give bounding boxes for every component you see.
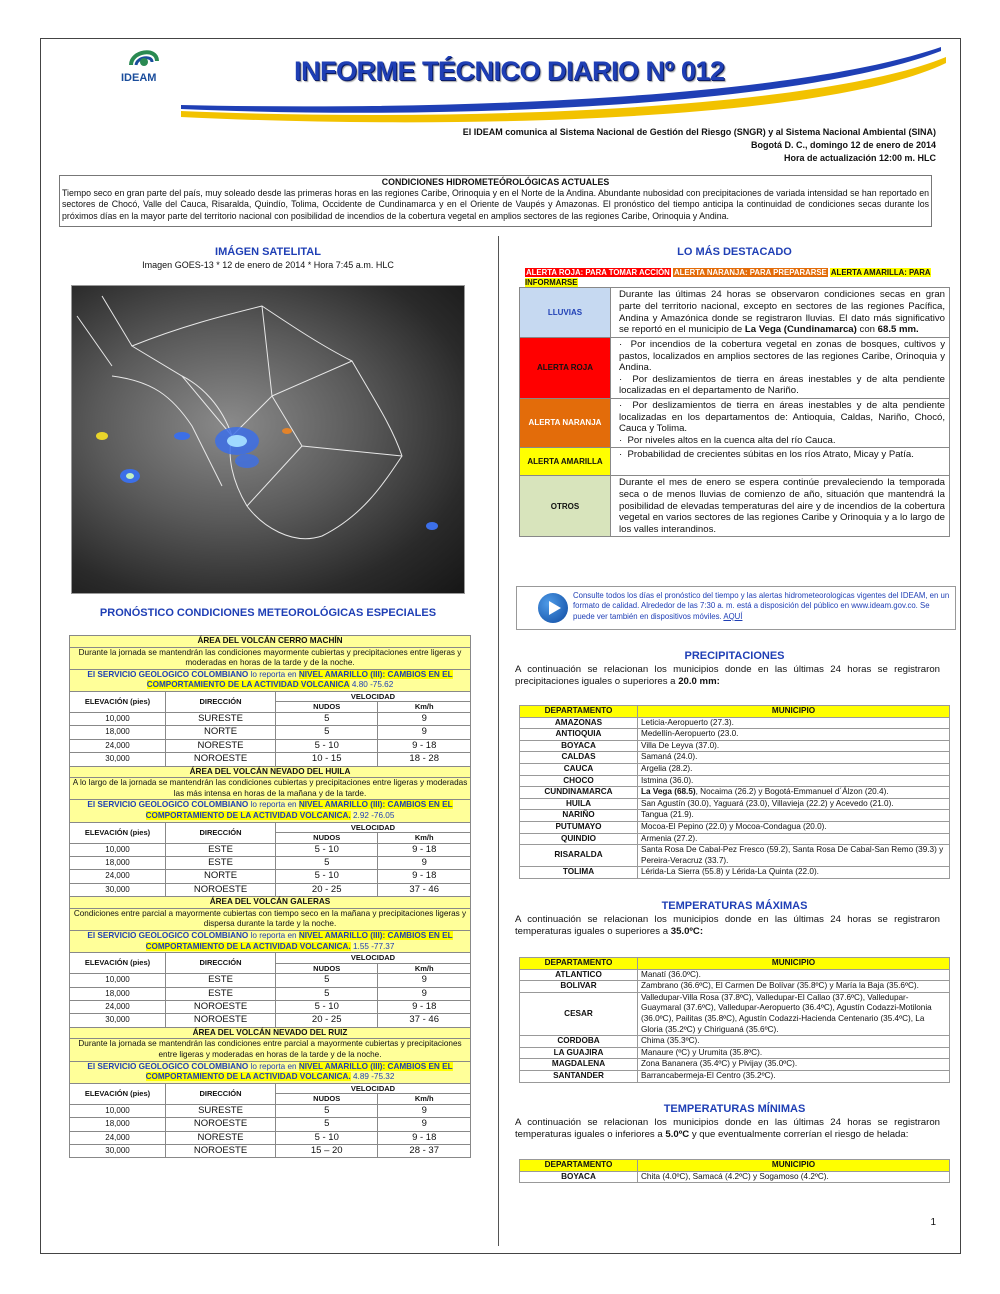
forecast-cell: NOROESTE — [166, 1014, 276, 1027]
forecast-cell: 9 — [378, 974, 471, 987]
volcano-forecast-table — [69, 635, 471, 1158]
forecast-cell: 5 — [276, 856, 378, 869]
volcano-desc: Condiciones entre parcial a mayormente cubiertas con tiempo seco en la mañana y precipitaciones ligeras y dispersa durante la tarde y la noche. — [70, 908, 471, 930]
col-velocity: VELOCIDAD — [276, 691, 471, 702]
volcano-desc-row — [70, 647, 471, 669]
municipality-text: Nocaima (26.2) y Bogotá-Emmanuel d´Álzon (20.4). — [700, 787, 889, 797]
alerta-amarilla-label: ALERTA AMARILLA — [520, 448, 611, 476]
forecast-cell: ESTE — [166, 843, 276, 856]
municipality-cell: San Agustín (30.0), Yaguará (23.0), Villavieja (22.2) y Acevedo (21.0). — [638, 798, 950, 810]
header-department: DEPARTAMENTO — [520, 706, 638, 718]
col-kmh: Km/h — [378, 833, 471, 844]
col-knots: NUDOS — [276, 963, 378, 974]
table-row — [520, 729, 950, 741]
table-row — [520, 763, 950, 775]
lluvias-label: LLUVIAS — [520, 288, 611, 338]
municipality-cell: Lérida-La Sierra (55.8) y Lérida-La Quinta (22.0). — [638, 867, 950, 879]
volcano-level — [70, 1061, 471, 1083]
forecast-cell: ESTE — [166, 974, 276, 987]
forecast-cell: 15 – 20 — [276, 1144, 378, 1157]
col-knots: NUDOS — [276, 702, 378, 713]
table-row — [520, 1070, 950, 1082]
reporta-text: lo reporta en — [250, 800, 297, 810]
forecast-cell: NOROESTE — [166, 1000, 276, 1013]
table-row — [520, 833, 950, 845]
forecast-cell: 9 — [378, 726, 471, 739]
column-divider — [498, 236, 499, 1246]
tmin-title: TEMPERATURAS MÍNIMAS — [663, 1103, 806, 1115]
department-cell: CHOCO — [520, 775, 638, 787]
forecast-row — [70, 1014, 471, 1027]
volcano-desc-row — [70, 908, 471, 930]
volcano-desc: Durante la jornada se mantendrán las condiciones mayormente cubiertas y precipitaciones entre ligeras y moderadas en horas de la tarde y de la noche. — [70, 647, 471, 669]
volcano-name-row — [70, 897, 471, 909]
highlight-value: La Vega (68.5) — [641, 787, 696, 797]
level-text: NIVEL AMARILLO (III): CAMBIOS EN EL COMPORTAMIENTO DE LA ACTIVIDAD VOLCANICA. — [145, 930, 453, 951]
table-row — [520, 752, 950, 764]
municipality-cell: Leticia-Aeropuerto (27.3). — [638, 717, 950, 729]
col-elevation: ELEVACIÓN (pies) — [70, 1083, 166, 1104]
department-cell: MAGDALENA — [520, 1059, 638, 1071]
forecast-cell: 5 — [276, 1104, 378, 1117]
department-cell: NARIÑO — [520, 810, 638, 822]
reporta-text: lo reporta en — [250, 669, 297, 679]
col-direction: DIRECCIÓN — [166, 1083, 276, 1104]
forecast-cell: NORTE — [166, 726, 276, 739]
conditions-box — [59, 175, 932, 227]
department-cell: RISARALDA — [520, 845, 638, 867]
tmax-title: TEMPERATURAS MÁXIMAS — [661, 900, 808, 912]
forecast-cell: 5 - 10 — [276, 1000, 378, 1013]
forecast-cell: 20 - 25 — [276, 1014, 378, 1027]
sgc-name: El SERVICIO GEOLOGICO COLOMBIANO — [87, 1061, 249, 1071]
volcano-level-row — [70, 669, 471, 691]
municipality-cell: Zambrano (36.6ºC), El Carmen De Bolívar (35.8ºC) y María la Baja (35.6ºC). — [638, 981, 950, 993]
highlights-title: LO MÁS DESTACADO — [677, 246, 792, 258]
logo-text: IDEAM — [121, 72, 157, 84]
alert-legend — [525, 268, 960, 288]
table-row — [520, 821, 950, 833]
forecast-cell: 10,000 — [70, 712, 166, 725]
forecast-row — [70, 1131, 471, 1144]
alerta-roja-text: · Por incendios de la cobertura vegetal en zonas de bosques, cultivos y pastos, localizados en amplios sectores de las regiones Caribe, Orinoquia y Andina. · Por deslizamientos de tierra en áreas inestables y de alta pendiente localizadas en el departamento de Nariño. — [611, 338, 950, 399]
municipality-cell: Villa De Leyva (37.0). — [638, 740, 950, 752]
forecast-cell: 30,000 — [70, 1014, 166, 1027]
department-cell: BOLIVAR — [520, 981, 638, 993]
otros-text: Durante el mes de enero se espera continúe prevaleciendo la temporada seca o de menos lluvias de comienzo de año, situación que mantendrá la posibilidad de elevadas temperaturas del aire y de incendios de la cobertura vegetal en varios sectores de las regiones Caribe y Orinoquia y a lo largo de los valles interandinos. — [611, 476, 950, 537]
municipality-cell: Chita (4.0ºC), Samacá (4.2ºC) y Sogamoso (4.2ºC). — [638, 1171, 950, 1183]
coords: 4.89 -75.32 — [352, 1072, 395, 1082]
forecast-cell: 5 - 10 — [276, 1131, 378, 1144]
forecast-cell: NOROESTE — [166, 1144, 276, 1157]
forecast-cell: 30,000 — [70, 883, 166, 896]
volcano-desc: Durante la jornada se mantendrán las condiciones entre parcial a mayormente cubiertas y precipitaciones entre ligeras y moderadas en horas de la tarde y de la noche. — [70, 1039, 471, 1061]
forecast-header-row — [70, 691, 471, 702]
info-box — [516, 586, 956, 630]
department-cell: AMAZONAS — [520, 717, 638, 729]
forecast-cell: SURESTE — [166, 712, 276, 725]
forecast-row — [70, 753, 471, 766]
level-text: NIVEL AMARILLO (III): CAMBIOS EN EL COMPORTAMIENTO DE LA ACTIVIDAD VOLCANICA. — [145, 800, 453, 820]
table-row — [520, 775, 950, 787]
department-cell: CORDOBA — [520, 1036, 638, 1048]
department-cell: BOYACA — [520, 1171, 638, 1183]
table-row — [520, 845, 950, 867]
table-row — [520, 798, 950, 810]
table-header — [520, 958, 950, 970]
municipality-cell: Manatí (36.0ºC). — [638, 969, 950, 981]
sgc-name: El SERVICIO GEOLOGICO COLOMBIANO — [87, 930, 249, 940]
forecast-cell: NOROESTE — [166, 883, 276, 896]
forecast-cell: 30,000 — [70, 1144, 166, 1157]
col-direction: DIRECCIÓN — [166, 953, 276, 974]
volcano-name: ÁREA DEL VOLCÁN GALERAS — [70, 897, 471, 909]
municipality-cell: Armenia (27.2). — [638, 833, 950, 845]
municipality-cell: Tangua (21.9). — [638, 810, 950, 822]
col-velocity: VELOCIDAD — [276, 953, 471, 964]
forecast-cell: 9 - 18 — [378, 843, 471, 856]
forecast-cell: 5 — [276, 987, 378, 1000]
forecast-cell: NOROESTE — [166, 1118, 276, 1131]
forecast-cell: 9 — [378, 1118, 471, 1131]
department-cell: SANTANDER — [520, 1070, 638, 1082]
municipality-cell: Mocoa-El Pepino (22.0) y Mocoa-Condagua (20.0). — [638, 821, 950, 833]
forecast-row — [70, 856, 471, 869]
forecast-cell: 5 — [276, 1118, 378, 1131]
municipality-cell: Barrancabermeja-El Centro (35.2ºC). — [638, 1070, 950, 1082]
forecast-cell: 5 - 10 — [276, 739, 378, 752]
forecast-cell: 18,000 — [70, 1118, 166, 1131]
table-row — [520, 787, 950, 799]
forecast-cell: NORTE — [166, 870, 276, 883]
reporta-text: lo reporta en — [250, 1061, 297, 1071]
municipality-cell: Samaná (24.0). — [638, 752, 950, 764]
col-knots: NUDOS — [276, 1094, 378, 1105]
forecast-row — [70, 987, 471, 1000]
tmin-table — [519, 1159, 950, 1183]
department-cell: ATLANTICO — [520, 969, 638, 981]
sgc-name: El SERVICIO GEOLOGICO COLOMBIANO — [87, 800, 249, 810]
forecast-cell: ESTE — [166, 987, 276, 1000]
department-cell: BOYACA — [520, 740, 638, 752]
table-row — [520, 1059, 950, 1071]
forecast-cell: 5 - 10 — [276, 843, 378, 856]
forecast-cell: 24,000 — [70, 1131, 166, 1144]
municipality-cell: Manaure (ºC) y Urumita (35.8ºC). — [638, 1047, 950, 1059]
forecast-row — [70, 974, 471, 987]
lluvias-text: Durante las últimas 24 horas se observaron condiciones secas en gran parte del territorio nacional, excepto en sectores de las regiones Pacífica, Andina y Amazónica donde se registraron lluvias. El dato más significativo se reportó en el municipio de La Vega (Cundinamarca) con 68.5 mm. — [611, 288, 950, 338]
legend-yellow: ALERTA AMARILLA: PARA INFORMARSE — [525, 268, 931, 287]
forecast-cell: 9 - 18 — [378, 870, 471, 883]
page-number: 1 — [930, 1217, 936, 1228]
otros-label: OTROS — [520, 476, 611, 537]
volcano-level-row — [70, 1061, 471, 1083]
volcano-level — [70, 669, 471, 691]
table-row — [520, 981, 950, 993]
legend-red: ALERTA ROJA: PARA TOMAR ACCIÓN — [526, 268, 670, 277]
forecast-row — [70, 1000, 471, 1013]
municipality-cell: Zona Bananera (35.4ºC) y Pivijay (35.0ºC). — [638, 1059, 950, 1071]
forecast-row — [70, 1144, 471, 1157]
forecast-cell: 10 - 15 — [276, 753, 378, 766]
conditions-title: CONDICIONES HIDROMETEÓROLÓGICAS ACTUALES — [381, 177, 610, 187]
forecast-cell: NORESTE — [166, 1131, 276, 1144]
forecast-cell: 10,000 — [70, 1104, 166, 1117]
table-row — [520, 740, 950, 752]
volcano-name-row — [70, 766, 471, 778]
volcano-name: ÁREA DEL VOLCÁN CERRO MACHÍN — [70, 636, 471, 648]
forecast-cell: 24,000 — [70, 870, 166, 883]
alerta-amarilla-text: · Probabilidad de crecientes súbitas en los ríos Atrato, Micay y Patía. — [611, 448, 950, 476]
volcano-name-row — [70, 636, 471, 648]
col-knots: NUDOS — [276, 833, 378, 844]
forecast-cell: 5 - 10 — [276, 870, 378, 883]
info-text: Consulte todos los días el pronóstico del tiempo y las alertas hidrometeorologicas vigentes del IDEAM, en un formato de calidad. Alrededor de las 7:30 a. m. está a disposición del público en www.ideam.gov.co. Se puede ver también en dispositivos móviles. — [573, 591, 950, 621]
col-kmh: Km/h — [378, 1094, 471, 1105]
level-text: NIVEL AMARILLO (III): CAMBIOS EN EL COMPORTAMIENTO DE LA ACTIVIDAD VOLCANICA. — [145, 1061, 453, 1082]
forecast-row — [70, 843, 471, 856]
forecast-cell: 10,000 — [70, 974, 166, 987]
satellite-image — [71, 285, 465, 594]
volcano-desc-row — [70, 1039, 471, 1061]
forecast-row — [70, 870, 471, 883]
department-cell: ANTIOQUIA — [520, 729, 638, 741]
forecast-cell: 18,000 — [70, 726, 166, 739]
volcano-desc-row — [70, 778, 471, 800]
forecast-cell: NORESTE — [166, 739, 276, 752]
col-kmh: Km/h — [378, 963, 471, 974]
alerta-naranja-text: · Por deslizamientos de tierra en áreas inestables y de alta pendiente localizadas en los departamentos de: Antioquia, Caldas, Nariño, Chocó, Cauca y Tolima. · Por niveles altos en la cuenca alta del río Cauca. — [611, 398, 950, 447]
department-cell: QUINDIO — [520, 833, 638, 845]
forecast-cell: 5 — [276, 726, 378, 739]
precip-title: PRECIPITACIONES — [684, 650, 785, 662]
municipality-cell: Valledupar-Villa Rosa (37.8ºC), Valledupar-El Callao (37.6ºC), Valledupar-Guaymaral (37.6ºC), Valledupar-Aeropuerto (36.4ºC), Agustín Codazzi-Motilonia (36.0ºC), Pailitas (35.8ºC), Agustín Codazzi-Hacienda Centenario (35.4ºC), La Gloria (35.2ºC) y Chiriguaná (35.6ºC). — [638, 992, 950, 1035]
col-velocity: VELOCIDAD — [276, 1083, 471, 1094]
forecast-cell: 9 — [378, 856, 471, 869]
play-icon[interactable] — [538, 593, 568, 623]
header-municipality: MUNICIPIO — [638, 1160, 950, 1172]
satellite-caption: Imagen GOES-13 * 12 de enero de 2014 * Hora 7:45 a.m. HLC — [142, 260, 394, 270]
precip-table — [519, 705, 950, 879]
conditions-text: Tiempo seco en gran parte del país, muy soleado desde las primeras horas en las regiones Caribe, Orinoquia y en el Norte de la Andina. Abundante nubosidad con precipitaciones de variada intensidad se han reportado en sectores de Chocó, Valle del Cauca, Risaralda, Quindío, Tolima, Occidente de Cundinamarca y en el Oriente de Vaupés y Amazonas. El pronóstico del tiempo anticipa la continuidad de condiciones secas durante los próximos días en la mayor parte del territorio nacional con posibilidad de incendios de la cobertura vegetal en amplios sectores de las regiones Caribe, Orinoquia y Andina. — [62, 188, 929, 221]
report-page — [40, 38, 961, 1254]
forecast-row — [70, 883, 471, 896]
header-update-time: Hora de actualización 12:00 m. HLC — [783, 153, 936, 163]
precip-intro: A continuación se relacionan los municipios donde en las últimas 24 horas se registraron precipitaciones iguales o superiores a 20.0 mm: — [515, 664, 940, 687]
table-row — [520, 810, 950, 822]
tmin-intro: A continuación se relacionan los municipios donde en las últimas 24 horas se registraron temperaturas iguales o inferiores a 5.0ºC y que eventualmente correrían el riesgo de helada: — [515, 1117, 940, 1140]
forecast-cell: 9 — [378, 987, 471, 1000]
forecast-cell: 5 — [276, 974, 378, 987]
col-direction: DIRECCIÓN — [166, 822, 276, 843]
forecast-cell: 9 — [378, 712, 471, 725]
volcano-level — [70, 800, 471, 822]
table-row — [520, 969, 950, 981]
level-text: NIVEL AMARILLO (III): CAMBIOS EN EL COMPORTAMIENTO DE LA ACTIVIDAD VOLCANICA — [146, 669, 453, 690]
volcano-name-row — [70, 1027, 471, 1039]
department-cell: CALDAS — [520, 752, 638, 764]
municipality-cell: Chima (35.3ºC). — [638, 1036, 950, 1048]
forecast-header-row — [70, 1083, 471, 1094]
forecast-cell: 37 - 46 — [378, 883, 471, 896]
col-direction: DIRECCIÓN — [166, 691, 276, 712]
forecast-cell: 20 - 25 — [276, 883, 378, 896]
forecast-header-row — [70, 953, 471, 964]
volcano-name: ÁREA DEL VOLCÁN NEVADO DEL RUIZ — [70, 1027, 471, 1039]
forecast-row — [70, 739, 471, 752]
forecast-cell: SURESTE — [166, 1104, 276, 1117]
forecast-cell: 9 - 18 — [378, 1131, 471, 1144]
coords: 1.55 -77.37 — [352, 941, 395, 951]
info-link[interactable]: AQUÍ — [723, 611, 743, 621]
forecast-cell: 30,000 — [70, 753, 166, 766]
municipality-cell: Santa Rosa De Cabal-Pez Fresco (59.2), Santa Rosa De Cabal-San Remo (39.3) y Pereira-Veracruz (33.7). — [638, 845, 950, 867]
forecast-cell: 10,000 — [70, 843, 166, 856]
header-department: DEPARTAMENTO — [520, 958, 638, 970]
forecast-cell: 24,000 — [70, 1000, 166, 1013]
forecast-row — [70, 726, 471, 739]
satellite-title: IMÁGEN SATELITAL — [215, 246, 321, 258]
coords: 2.92 -76.05 — [352, 810, 395, 820]
sgc-name: El SERVICIO GEOLOGICO COLOMBIANO — [87, 669, 249, 679]
satellite-map-icon — [72, 286, 465, 594]
table-row — [520, 992, 950, 1035]
forecast-cell: ESTE — [166, 856, 276, 869]
col-velocity: VELOCIDAD — [276, 822, 471, 833]
forecast-cell: 28 - 37 — [378, 1144, 471, 1157]
table-header — [520, 1160, 950, 1172]
forecast-title: PRONÓSTICO CONDICIONES METEOROLÓGICAS ESPECIALES — [99, 607, 437, 619]
header-municipality: MUNICIPIO — [638, 958, 950, 970]
forecast-cell: 9 - 18 — [378, 1000, 471, 1013]
table-row — [520, 867, 950, 879]
volcano-level — [70, 930, 471, 952]
col-elevation: ELEVACIÓN (pies) — [70, 822, 166, 843]
tmax-intro: A continuación se relacionan los municipios donde en las últimas 24 horas se registraron temperaturas iguales o superiores a 35.0ºC: — [515, 914, 940, 937]
header-department: DEPARTAMENTO — [520, 1160, 638, 1172]
tmax-table — [519, 957, 950, 1083]
ideam-logo-icon — [127, 43, 161, 73]
header-date: Bogotá D. C., domingo 12 de enero de 2014 — [750, 140, 936, 150]
forecast-header-row — [70, 822, 471, 833]
department-cell: LA GUAJIRA — [520, 1047, 638, 1059]
municipality-cell: Medellín-Aeropuerto (23.0. — [638, 729, 950, 741]
forecast-cell: 9 — [378, 1104, 471, 1117]
col-elevation: ELEVACIÓN (pies) — [70, 691, 166, 712]
legend-orange: ALERTA NARANJA: PARA PREPARARSE — [673, 268, 827, 277]
forecast-cell: 18 - 28 — [378, 753, 471, 766]
volcano-level-row — [70, 800, 471, 822]
coords: 4.80 -75.62 — [351, 680, 394, 690]
reporta-text: lo reporta en — [250, 930, 297, 940]
highlights-table — [519, 287, 950, 537]
forecast-cell: NOROESTE — [166, 753, 276, 766]
header-municipality: MUNICIPIO — [638, 706, 950, 718]
forecast-cell: 37 - 46 — [378, 1014, 471, 1027]
table-header — [520, 706, 950, 718]
table-row — [520, 1171, 950, 1183]
department-cell: TOLIMA — [520, 867, 638, 879]
alerta-naranja-label: ALERTA NARANJA — [520, 398, 611, 447]
municipality-cell: La Vega (68.5), Nocaima (26.2) y Bogotá-Emmanuel d´Álzon (20.4). — [638, 787, 950, 799]
department-cell: CAUCA — [520, 763, 638, 775]
municipality-cell: Istmina (36.0). — [638, 775, 950, 787]
header-info — [463, 126, 936, 165]
col-elevation: ELEVACIÓN (pies) — [70, 953, 166, 974]
table-row — [520, 1036, 950, 1048]
alerta-roja-label: ALERTA ROJA — [520, 338, 611, 399]
forecast-row — [70, 1118, 471, 1131]
municipality-cell: Argelia (28.2). — [638, 763, 950, 775]
forecast-cell: 24,000 — [70, 739, 166, 752]
forecast-cell: 18,000 — [70, 856, 166, 869]
forecast-cell: 18,000 — [70, 987, 166, 1000]
report-title: INFORME TÉCNICO DIARIO Nº 012 — [294, 56, 725, 86]
volcano-level-row — [70, 930, 471, 952]
forecast-row — [70, 1104, 471, 1117]
forecast-cell: 5 — [276, 712, 378, 725]
department-cell: PUTUMAYO — [520, 821, 638, 833]
table-row — [520, 1047, 950, 1059]
header-line-1: El IDEAM comunica al Sistema Nacional de Gestión del Riesgo (SNGR) y al Sistema Nacional Ambiental (SINA) — [462, 127, 936, 137]
forecast-cell: 9 - 18 — [378, 739, 471, 752]
volcano-desc: A lo largo de la jornada se mantendrán las condiciones cubiertas y precipitaciones entre ligeras y moderadas las más intensa en horas de la mañana y de la tarde. — [70, 778, 471, 800]
department-cell: HUILA — [520, 798, 638, 810]
department-cell: CUNDINAMARCA — [520, 787, 638, 799]
department-cell: CESAR — [520, 992, 638, 1035]
col-kmh: Km/h — [378, 702, 471, 713]
table-row — [520, 717, 950, 729]
forecast-row — [70, 712, 471, 725]
volcano-name: ÁREA DEL VOLCÁN NEVADO DEL HUILA — [70, 766, 471, 778]
